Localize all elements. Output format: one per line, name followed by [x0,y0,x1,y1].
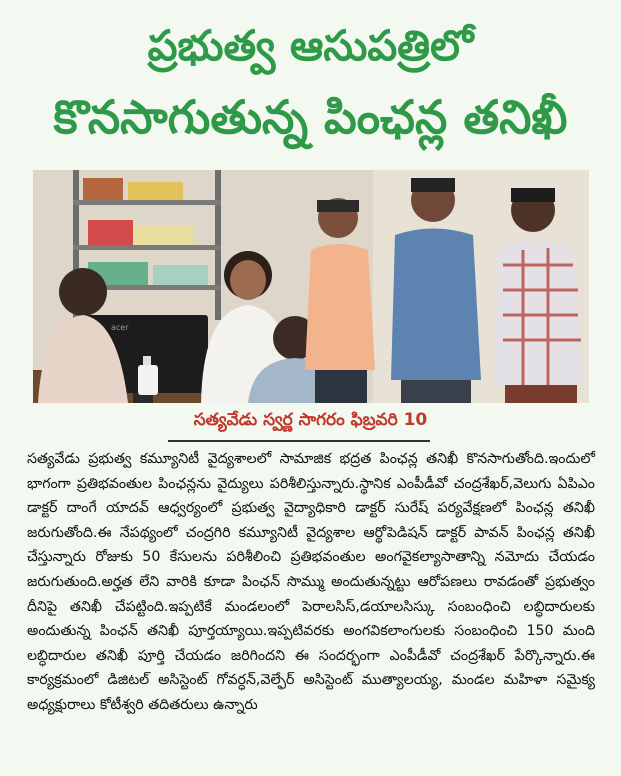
monitor-brand: acer [111,323,129,332]
article-body: సత్యవేడు ప్రభుత్వ కమ్యూనిటీ వైద్యశాలలో సామాజిక భద్రత పింఛన్ల తనిఖీ కొనసాగుతోంది.ఇందులో భాగంగా ప్రతిభవంతుల పింఛన్లను వైద్యులు పరిశీలిస్తున్నారు.స్థానిక ఎంపీడీవో చంద్రశేఖర్,వెలుగు ఏపిఎం డాక్టర్ దాంగే యాదవ్ ఆధ్వర్యంలో ప్రభుత్వ వైద్యాధికారి డాక్టర్ సురేష్ పర్యవేక్షణలో పింఛన్ల తనిఖీ జరుగుతోంది.ఈ నేపథ్యంలో చంద్రగిరి కమ్యూనిటీ వైద్యశాల ఆర్థోపెడిషన్ డాక్టర్ పావన్ పింఛన్ల తనిఖీ చేస్తున్నారు రోజుకు 50 కేసులను పరిశీలించి ప్రతిభవంతుల అంగవైకల్యాసాతాన్ని నమోదు చేయడం జరుగుతుంది.అర్హత లేని వారికి కూడా పింఛన్ సొమ్ము అందుతున్నట్టు ఆరోపణలు రావడంతో ప్రభుత్వం దీనిపై తనిఖీ చేపట్టింది.ఇప్పటికే మండలంలో పెరాలసిస్,డయాలసిస్కు సంబంధించి లబ్ధిదారులకు అందుతున్న పింఛన్ తనిఖీ పూర్తయ్యాయి.ఇప్పటివరకు అంగవికలాంగులకు సంబంధించి 150 మంది లబ్ధిదారుల తనిఖీ పూర్తి చేయడం జరిగిందని ఈ సందర్భంగా ఎంపీడీవో చంద్రశేఖర్ పేర్కొన్నారు.ఈ కార్యక్రమంలో డిజిటల్ అసిస్టెంట్ గోవర్ధన్,వెల్ఫేర్ అసిస్టెంట్ ముత్యాలయ్య, మండల మహిళా సమైక్య అధ్యక్షురాలు కోటీశ్వరి తదితరులు ఉన్నారు [27,451,595,713]
headline [0,0,621,168]
headline-line-1: ప్రభుత్వ ఆసుపత్రిలో [147,21,474,70]
headline-line-2: కొనసాగుతున్న పింఛన్ల తనిఖీ [53,90,568,144]
photo-illustration [33,170,589,403]
dateline-underline [168,440,430,442]
news-photo [33,170,589,403]
dateline: సత్యవేడు స్వర్ణ సాగరం ఫిబ్రవరి 10 [193,410,428,430]
